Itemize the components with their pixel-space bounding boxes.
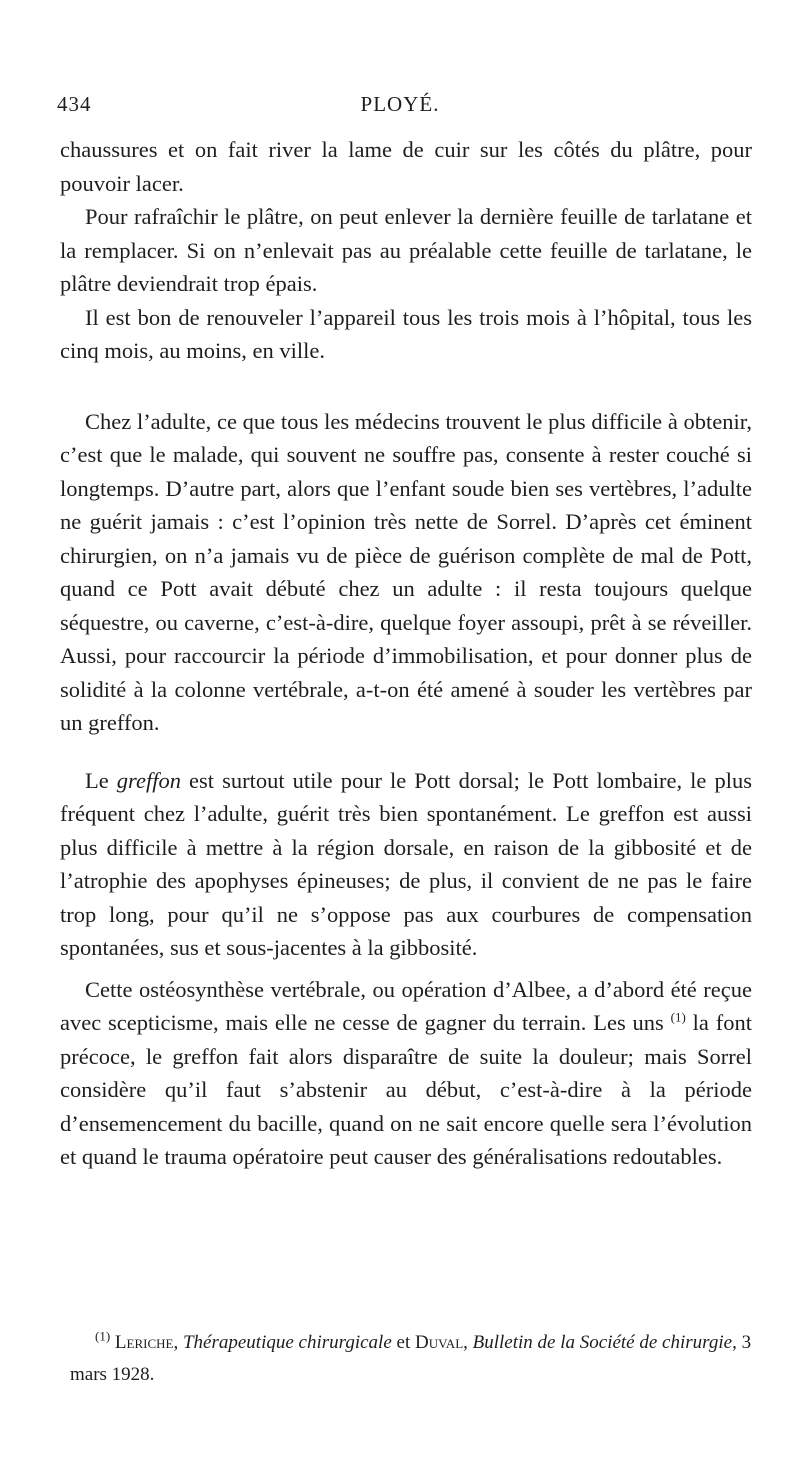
footnote-work: Thérapeutique chirurgicale bbox=[182, 1332, 392, 1353]
footnote: $^{(1)}$ Leriche, Thérapeutique chirurgicale et Duval, Bulletin de la Société de chirurgie, 3 mars 1928. bbox=[70, 1328, 752, 1385]
paragraph: Pour rafraîchir le plâtre, on peut enlever la dernière feuille de tarlatane et la remplacer. Si on n’enlevait pas au préalable cette feuille de tarlatane, le plâtre deviendrait trop épais. bbox=[60, 204, 752, 296]
footnote-author: Duval bbox=[414, 1332, 464, 1353]
paragraph-lead: Cette ostéosynthèse vertébrale, ou opération d’Albee, a d’abord été reçue avec scepticisme, mais elle ne cesse de gagner du terrain. Les uns bbox=[60, 976, 752, 1035]
running-title: PLOYÉ. bbox=[360, 92, 440, 116]
running-head bbox=[57, 92, 743, 116]
paragraph bbox=[60, 764, 752, 965]
paragraph-lead: Le bbox=[85, 767, 117, 793]
paragraph: Chez l’adulte, ce que tous les médecins trouvent le plus difficile à obtenir, c’est que le malade, qui souvent ne souffre pas, consente à rester couché si longtemps. D’autre part, alors que l’enfant soude bien ses vertèbres, l’adulte ne guérit jamais : c’est l’opinion très nette de Sorrel. D’après cet éminent chirurgien, on n’a jamais vu de pièce de guérison complète de mal de Pott, quand ce Pott avait débuté chez un adulte : il resta toujours quelque séquestre, ou caverne, c’est-à-dire, quelque foyer assoupi, prêt à se réveiller. Aussi, pour raccourcir la période d’immobilisation, et pour donner plus de solidité à la colonne vertébrale, a-t-on été amené à souder les vertèbres par un greffon. bbox=[60, 408, 752, 735]
footnote-reference: (1) bbox=[670, 1009, 686, 1025]
paragraph: Il est bon de renouveler l’appareil tous les trois mois à l’hôpital, tous les cinq mois, au moins, en ville. bbox=[60, 304, 752, 363]
body-text bbox=[60, 133, 752, 1174]
footnote-author: Leriche bbox=[114, 1332, 174, 1353]
paragraph-body: est surtout utile pour le Pott dorsal; le Pott lombaire, le plus fréquent chez l’adulte, guérit très bien spontanément. Le greffon est aussi plus difficile à mettre à la région dorsale, en raison de la gibbosité et de l’atrophie des apophyses épineuses; de plus, il convient de ne pas le faire trop long, pour qu’il ne s’oppose pas aux courbures de compensation spontanées, sus et sous-jacentes à la gibbosité. bbox=[60, 767, 752, 960]
page-number: 434 bbox=[57, 92, 92, 116]
footnote-mark: (1) bbox=[95, 1328, 111, 1344]
footnote-joiner: et bbox=[396, 1332, 411, 1353]
paragraph: chaussures et on fait river la lame de cuir sur les côtés du plâtre, pour pouvoir lacer. bbox=[60, 137, 752, 196]
emphasis-term: greffon bbox=[116, 767, 181, 793]
footnote-work: Bulletin de la Société de chirurgie bbox=[472, 1332, 733, 1353]
paragraph bbox=[60, 973, 752, 1174]
footnote-date: 3 mars 1928. bbox=[70, 1332, 752, 1385]
paragraph-body: la font précoce, le greffon fait alors disparaître de suite la douleur; mais Sorrel considère qu’il faut s’abstenir au début, c’est-à-dire à la période d’ensemencement du bacille, quand on ne sait encore quelle sera l’évolution et quand le trauma opératoire peut causer des généralisations redoutables. bbox=[60, 1010, 752, 1169]
